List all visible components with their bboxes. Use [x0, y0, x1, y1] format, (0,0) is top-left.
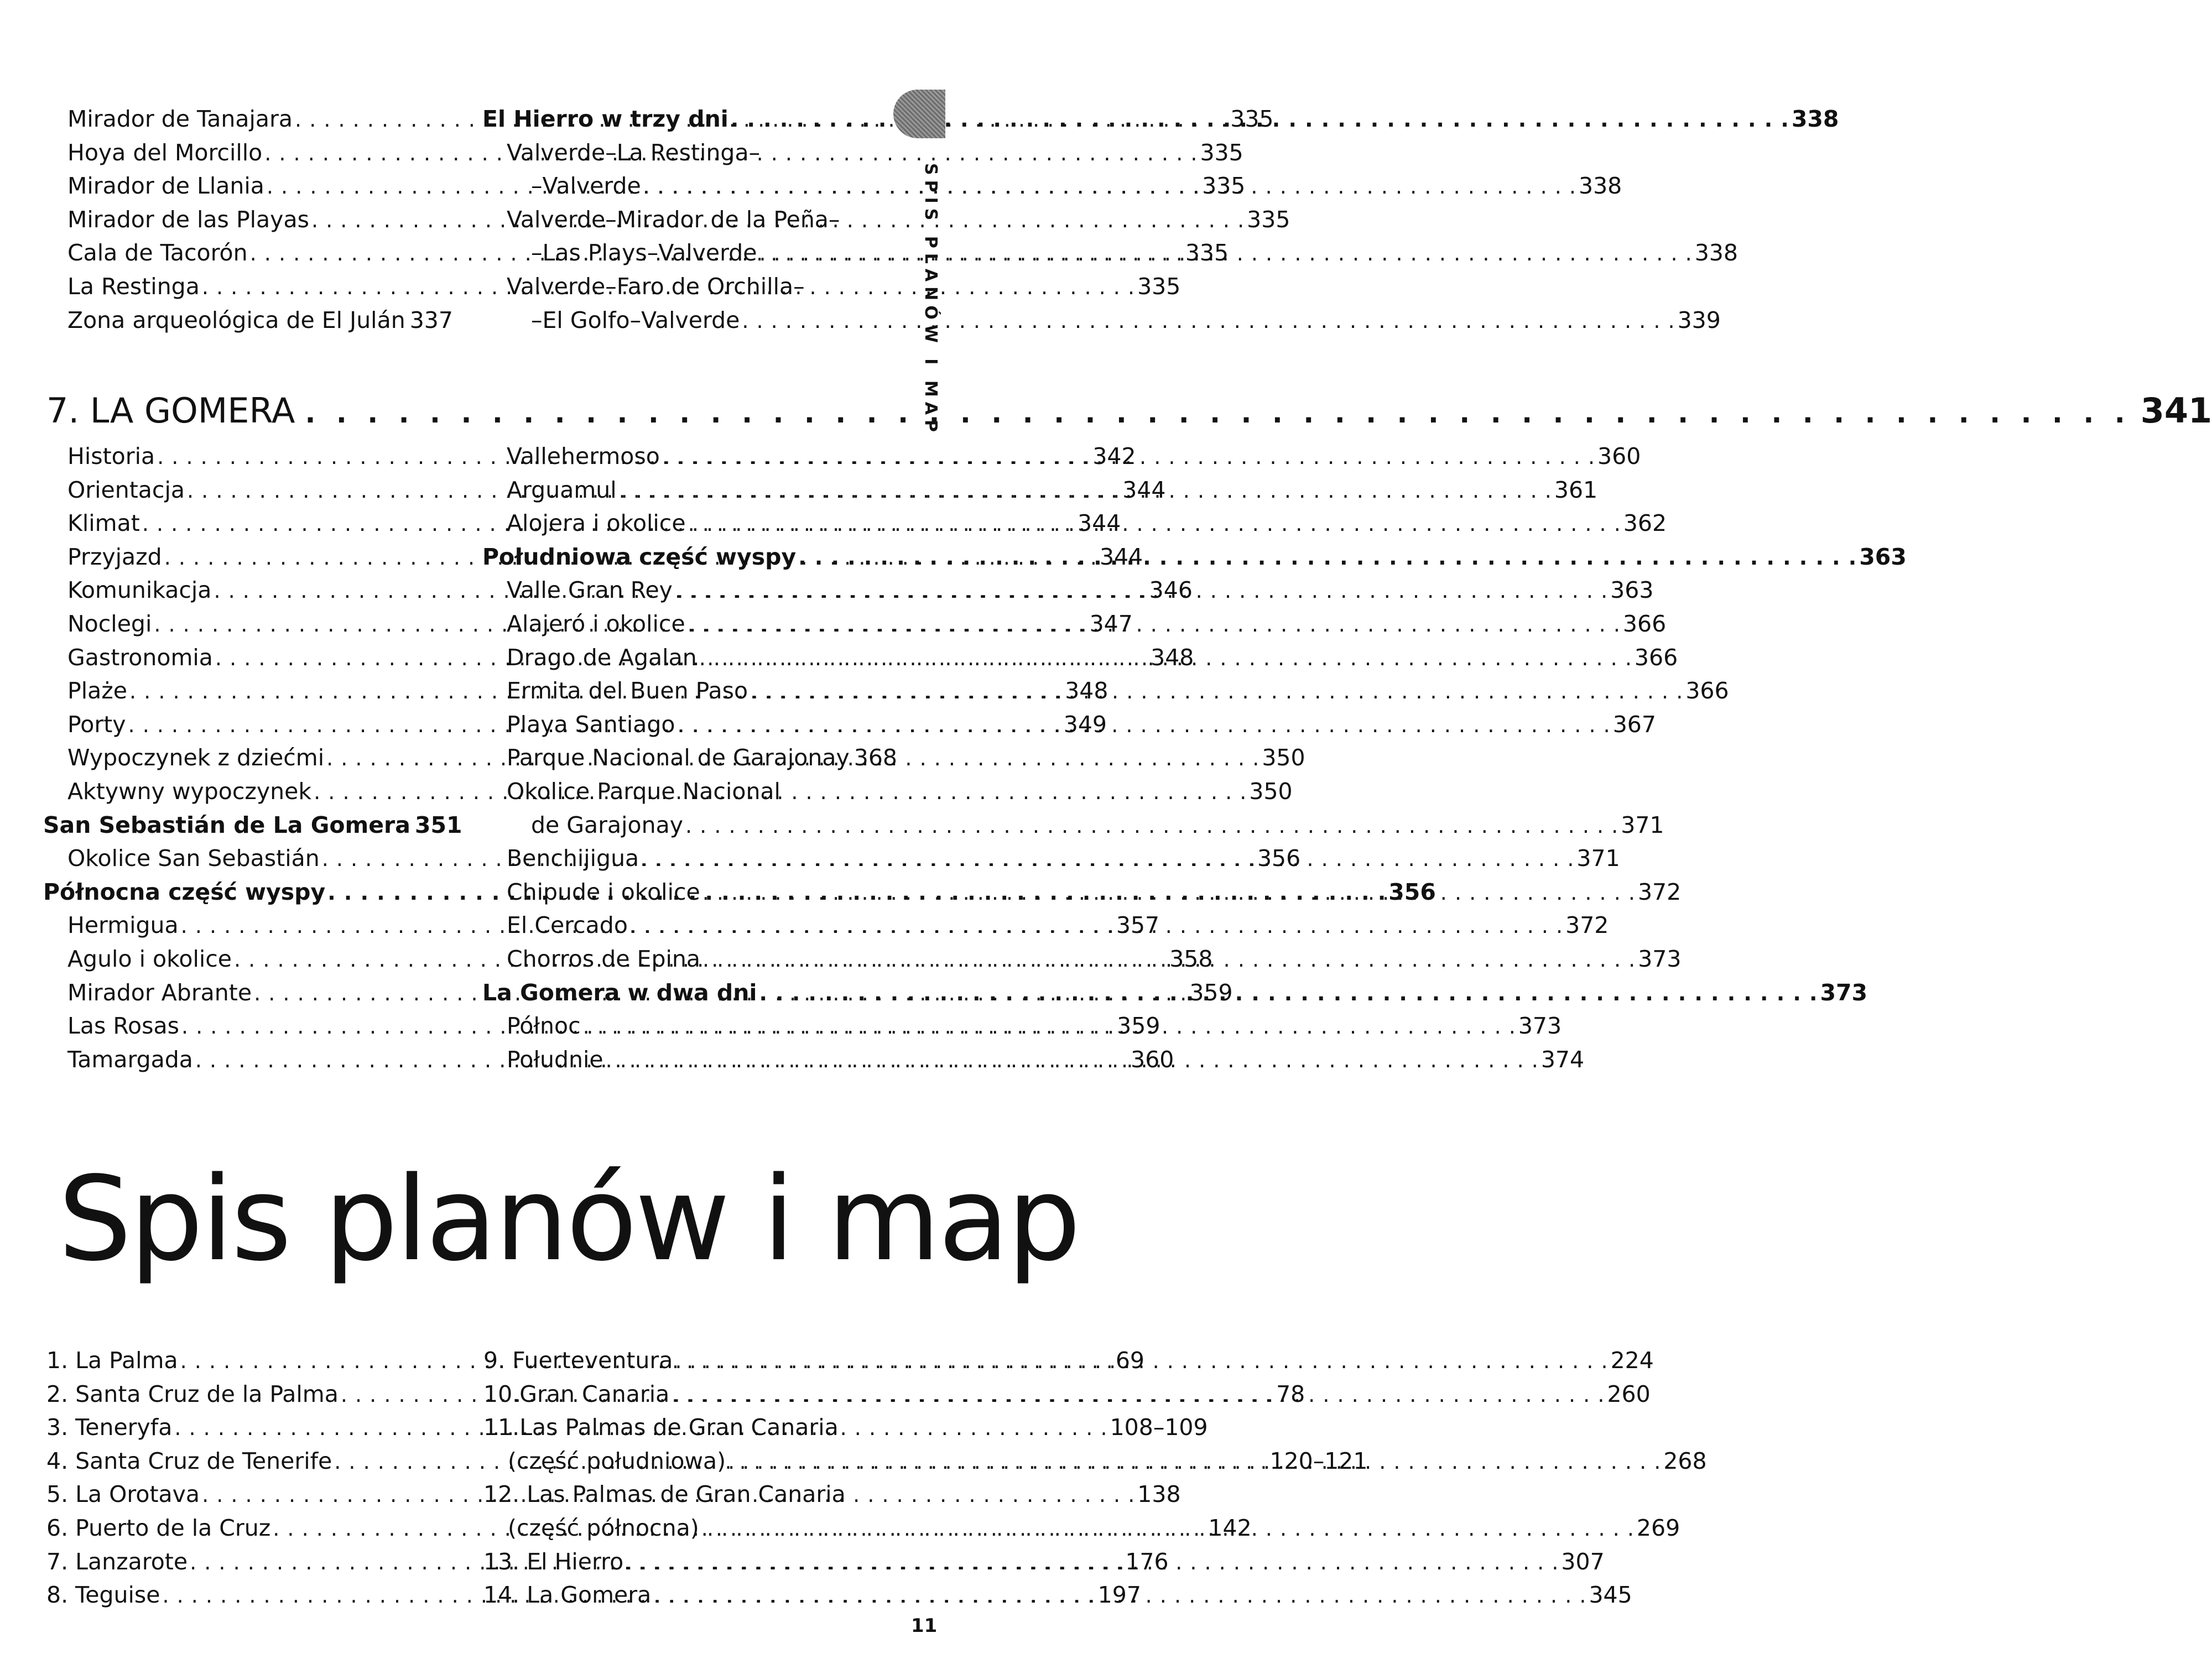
toc-entry-title: Południe — [507, 1046, 603, 1073]
toc-entry-title: (część południowa) — [508, 1447, 726, 1474]
leader-dots — [759, 977, 1818, 1010]
toc-entry-page: 359 — [1189, 979, 1233, 1006]
toc-entry — [483, 1478, 883, 1511]
toc-entry-title: Drago de Agalan — [507, 644, 697, 671]
toc-entry-title: 8. Teguise — [46, 1582, 160, 1609]
toc-entry-page: 108–109 — [1110, 1414, 1208, 1441]
toc-entry-title: 7. Lanzarote — [46, 1548, 188, 1575]
toc-entry-page: 120–121 — [1269, 1447, 1368, 1474]
toc-entry-title: 2. Santa Cruz de la Palma — [46, 1380, 339, 1407]
chapter-tab-marker — [893, 90, 945, 138]
toc-entry-page: 373 — [1638, 945, 1682, 972]
toc-entry-title: Mirador de Tanajara — [67, 106, 293, 132]
toc-entry-page: 335 — [1202, 173, 1246, 200]
toc-entry-title: Północ — [507, 1013, 581, 1040]
toc-entry-page: 307 — [1561, 1548, 1605, 1575]
toc-entry-title: La Restinga — [67, 273, 200, 300]
toc-entry-title: Wypoczynek z dziećmi — [67, 744, 325, 771]
toc-entry-title: 4. Santa Cruz de Tenerife — [46, 1447, 332, 1474]
toc-entry-page: 361 — [1554, 476, 1598, 503]
toc-entry — [482, 203, 878, 237]
toc-entry-page: 142 — [1208, 1514, 1252, 1541]
toc-entry — [482, 270, 878, 304]
toc-entry-title: Alojera i okolice — [507, 510, 686, 537]
toc-entry-title: Tamargada — [67, 1046, 193, 1073]
toc-entry-page: 337 — [409, 306, 453, 333]
toc-entry-title: Hoya del Morcillo — [67, 139, 263, 166]
toc-entry-page: 357 — [1116, 912, 1160, 939]
toc-entry-page: 373 — [1820, 979, 1868, 1006]
toc-entry-page: 344 — [1099, 543, 1143, 570]
toc-entry-page: 359 — [1117, 1013, 1160, 1040]
toc-entry-title: Przyjazd — [67, 543, 162, 570]
leader-dots — [798, 541, 1857, 575]
toc-entry-title: El Cercado — [507, 912, 628, 939]
toc-entry-page: 368 — [853, 744, 898, 771]
leader-dots — [583, 1010, 1516, 1044]
toc-entry-title: Porty — [67, 711, 126, 738]
toc-entry-title: 12. Las Palmas de Gran Canaria — [483, 1481, 846, 1508]
toc-entry-title: Las Rosas — [67, 1013, 179, 1040]
toc-entry-page: 356 — [1257, 845, 1301, 872]
section-page: 341 — [2140, 390, 2212, 431]
toc-entry-page: 363 — [1610, 577, 1654, 604]
toc-entry-title: 9. Fuerteventura — [483, 1347, 673, 1374]
leader-dots — [675, 574, 1608, 608]
leader-dots — [702, 943, 1636, 977]
toc-entry-page: 342 — [1092, 443, 1136, 469]
toc-entry-page: 374 — [1540, 1046, 1585, 1073]
toc-entry — [43, 808, 462, 842]
toc-entry-page: 69 — [1115, 1347, 1145, 1374]
toc-entry-title: Plaże — [67, 677, 127, 705]
toc-entry-page: 224 — [1610, 1347, 1654, 1374]
toc-entry-page: 78 — [1276, 1380, 1305, 1407]
toc-entry-page: 372 — [1637, 878, 1682, 905]
leader-dots — [675, 1344, 1608, 1378]
leader-dots — [662, 440, 1595, 474]
section-title: LA GOMERA — [90, 390, 295, 431]
toc-entry-page: 345 — [1589, 1582, 1632, 1609]
toc-entry-page: 347 — [1089, 610, 1133, 637]
toc-entry-title: 10.Gran Canaria — [483, 1380, 670, 1407]
toc-entry-title: 6. Puerto de la Cruz — [46, 1514, 271, 1541]
toc-entry-page: 366 — [1685, 677, 1729, 705]
toc-entry-page: 360 — [1131, 1046, 1174, 1073]
toc-entry-title: La Gomera w dwa dni — [482, 979, 757, 1006]
toc-entry-title: Agulo i okolice — [67, 945, 232, 972]
toc-entry-title: Mirador de Llania — [67, 173, 264, 200]
toc-entry-title: –Las Plays–Valverde — [531, 239, 757, 267]
toc-entry-title: Vallehermoso — [507, 443, 660, 469]
toc-entry-title: Zona arqueológica de El Julán — [67, 306, 405, 333]
toc-entry — [482, 741, 898, 775]
leader-dots — [606, 1044, 1539, 1077]
toc-entry-page: 371 — [1621, 811, 1664, 838]
toc-entry-title: Arguamul — [507, 476, 617, 503]
toc-entry-page: 268 — [1663, 1447, 1707, 1474]
section-heading-la-gomera — [46, 387, 2212, 435]
toc-entry-page: 358 — [1169, 945, 1213, 972]
leader-dots — [688, 507, 1621, 541]
toc-entry-title: San Sebastián de La Gomera — [43, 811, 410, 838]
toc-entry-title: Północna część wyspy — [43, 878, 326, 905]
toc-entry-title: Komunikacja — [67, 577, 212, 604]
leader-dots — [728, 1445, 1661, 1479]
toc-entry-title: Historia — [67, 443, 155, 469]
toc-entry-title: Valverde–Faro de Orchilla– — [507, 273, 805, 300]
toc-entry-page: 339 — [1677, 306, 1721, 333]
side-running-header: SPIS PLANÓW I MAP — [921, 163, 940, 437]
toc-entry-title: Ermita del Buen Paso — [507, 677, 748, 705]
toc-entry-title: Playa Santiago — [507, 711, 675, 738]
page-number: 11 — [911, 1615, 938, 1637]
leader-dots — [702, 876, 1636, 910]
toc-entry-page: 346 — [1149, 577, 1193, 604]
maps-index-heading: Spis planów i map — [58, 1151, 1079, 1287]
leader-dots — [750, 675, 1683, 708]
leader-dots — [653, 1579, 1586, 1613]
toc-entry-title: 5. La Orotava — [46, 1481, 200, 1508]
toc-entry-page: 373 — [1518, 1013, 1562, 1040]
toc-entry-title: Okolice Parque Nacional — [507, 778, 780, 805]
toc-entry-page: 344 — [1122, 476, 1166, 503]
leader-dots — [685, 809, 1618, 843]
leader-dots — [626, 1546, 1559, 1579]
toc-entry-page: 197 — [1097, 1582, 1141, 1609]
toc-entry-title: 1. La Palma — [46, 1347, 178, 1374]
toc-entry — [482, 808, 1664, 842]
leader-dots — [699, 641, 1632, 675]
leader-dots — [641, 842, 1574, 876]
toc-entry-title: 13. El Hierro — [483, 1548, 624, 1575]
leader-dots — [688, 608, 1621, 641]
toc-entry-title: Orientacja — [67, 476, 185, 503]
toc-entry-title: Valle Gran Rey — [507, 577, 673, 604]
toc-entry-page: 363 — [1859, 543, 1907, 570]
toc-entry-title: Noclegi — [67, 610, 152, 637]
toc-entry-page: 371 — [1576, 845, 1620, 872]
toc-entry-title: Mirador Abrante — [67, 979, 252, 1006]
leader-dots — [305, 389, 2130, 437]
toc-entry-page: 338 — [1578, 173, 1622, 200]
toc-entry — [482, 775, 878, 808]
leader-dots — [731, 103, 1789, 137]
section-number: 7. — [46, 390, 80, 431]
toc-entry-title: Okolice San Sebastián — [67, 845, 320, 872]
leader-dots — [701, 1512, 1635, 1546]
toc-entry-page: 335 — [1200, 139, 1243, 166]
toc-entry-page: 138 — [1137, 1481, 1181, 1508]
toc-entry-page: 349 — [1063, 711, 1107, 738]
toc-entry-title: Benchijigua — [507, 845, 639, 872]
toc-entry — [482, 136, 878, 170]
toc-entry-page: 366 — [1622, 610, 1667, 637]
toc-entry-page: 338 — [1694, 239, 1738, 267]
toc-entry-title: 14. La Gomera — [483, 1582, 652, 1609]
toc-entry-page: 335 — [1230, 106, 1274, 132]
toc-entry-title: Valverde–Mirador de la Peña– — [507, 206, 840, 233]
toc-entry-page: 351 — [414, 811, 462, 838]
toc-entry-title: (część północna) — [508, 1514, 699, 1541]
toc-entry-title: Hermigua — [67, 912, 179, 939]
toc-entry-page: 269 — [1636, 1514, 1680, 1541]
toc-entry-title: Mirador de las Playas — [67, 206, 309, 233]
toc-entry-page: 176 — [1125, 1548, 1169, 1575]
toc-entry — [67, 304, 453, 337]
toc-entry — [482, 304, 1721, 337]
toc-entry-page: 335 — [1137, 273, 1181, 300]
toc-entry-title: 3. Teneryfa — [46, 1414, 173, 1441]
toc-entry-page: 366 — [1634, 644, 1678, 671]
toc-entry-page: 372 — [1565, 912, 1609, 939]
toc-entry-title: Chipude i okolice — [507, 878, 700, 905]
toc-entry-page: 360 — [1597, 443, 1641, 469]
toc-entry-title: Alajeró i okolice — [507, 610, 685, 637]
toc-entry-title: Aktywny wypoczynek — [67, 778, 312, 805]
toc-entry-page: 335 — [1247, 206, 1290, 233]
toc-entry-title: Chorros de Epina — [507, 945, 700, 972]
toc-entry-title: Cala de Tacorón — [67, 239, 248, 267]
toc-entry-title: Gastronomia — [67, 644, 213, 671]
toc-entry-title: Klimat — [67, 510, 140, 537]
toc-entry-page: 367 — [1612, 711, 1656, 738]
toc-entry-page: 338 — [1791, 106, 1839, 132]
toc-entry-title: Parque Nacional de Garajonay — [507, 744, 850, 771]
toc-entry-page: 356 — [1388, 878, 1436, 905]
toc-entry-title: –Valverde — [531, 173, 641, 200]
leader-dots — [619, 474, 1552, 508]
leader-dots — [742, 304, 1675, 338]
toc-entry-title: El Hierro w trzy dni — [482, 106, 728, 132]
toc-entry-page: 350 — [1262, 744, 1305, 771]
toc-entry-title: Południowa część wyspy — [482, 543, 797, 570]
toc-entry-page: 350 — [1249, 778, 1293, 805]
toc-entry-page: 362 — [1623, 510, 1667, 537]
leader-dots — [643, 170, 1576, 204]
leader-dots — [759, 237, 1692, 270]
toc-entry-title: Valverde–La Restinga– — [507, 139, 761, 166]
toc-entry-page: 260 — [1607, 1380, 1651, 1407]
toc-entry — [483, 1411, 883, 1444]
toc-entry-page: 335 — [1185, 239, 1229, 267]
toc-entry-title: de Garajonay — [531, 811, 684, 838]
toc-entry-page: 348 — [1065, 677, 1108, 705]
leader-dots — [630, 909, 1563, 943]
toc-entry-page: 344 — [1078, 510, 1121, 537]
leader-dots — [678, 708, 1611, 742]
toc-entry-page: 348 — [1151, 644, 1194, 671]
leader-dots — [672, 1378, 1605, 1412]
toc-entry-title: 11.Las Palmas de Gran Canaria — [483, 1414, 839, 1441]
toc-entry-title: –El Golfo–Valverde — [531, 306, 740, 333]
